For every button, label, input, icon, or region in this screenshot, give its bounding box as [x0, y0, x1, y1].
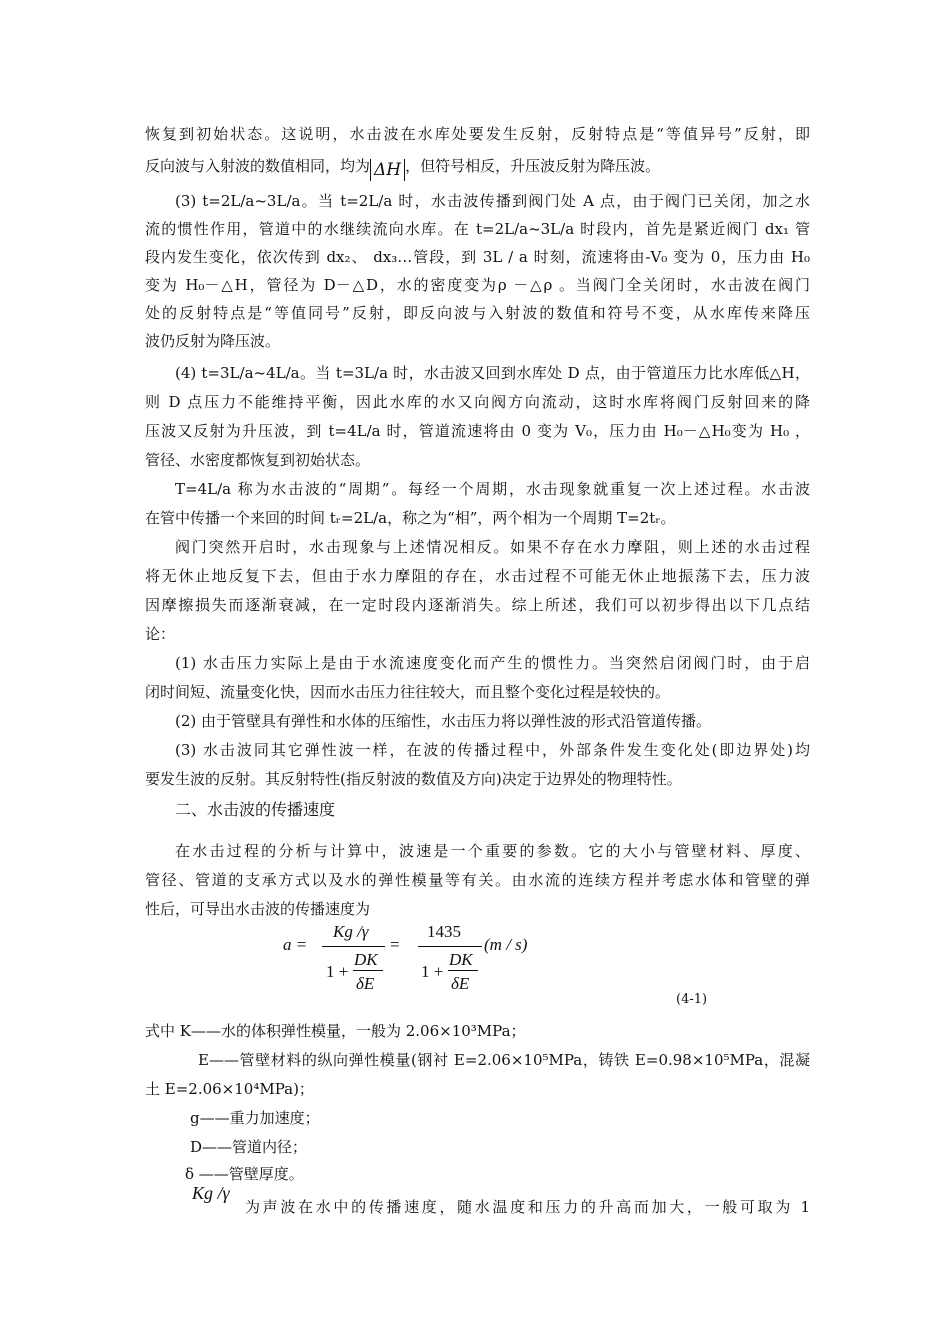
- line-text: ，但符号相反，升压波反射为降压波。: [405, 157, 661, 175]
- delta-h-math: ΔH: [370, 159, 405, 181]
- paragraph-line: 式中 K——水的体积弹性模量，一般为 2.06×10³MPa；: [145, 1022, 526, 1040]
- paragraph-line: 性后，可导出水击波的传播速度为: [145, 900, 371, 918]
- paragraph-line: 土 E=2.06×10⁴MPa)；: [145, 1080, 314, 1098]
- paragraph-line: 管径、管道的支承方式以及水的弹性模量等有关。由水流的连续方程并考虑水体和管壁的弹: [145, 871, 810, 889]
- paragraph-line: g——重力加速度；: [190, 1109, 320, 1127]
- paragraph-line: 处的反射特点是“等值同号”反射，即反向波与入射波的数值和符号不变，从水库传来降压: [145, 304, 810, 322]
- paragraph-line: 闭时间短、流量变化快，因而水击压力往往较大，而且整个变化过程是较快的。: [145, 683, 671, 701]
- paragraph-line: E——管壁材料的纵向弹性模量(钢衬 E=2.06×10⁵MPa，铸铁 E=0.98×10⁵MPa，混凝: [198, 1051, 810, 1069]
- paragraph-line: 阀门突然开启时，水击现象与上述情况相反。如果不存在水力摩阻，则上述的水击过程: [175, 538, 810, 556]
- eq-lhs: a =: [283, 935, 308, 954]
- paragraph-line: (3) 水击波同其它弹性波一样，在波的传播过程中，外部条件发生变化处(即边界处)均: [175, 741, 810, 759]
- paragraph-line: 将无休止地反复下去，但由于水力摩阻的存在，水击过程不可能无休止地振荡下去，压力波: [145, 567, 810, 585]
- equation-number: (4-1): [676, 992, 708, 1007]
- eq-fraction-bar: [418, 946, 482, 947]
- eq-den1-top: DK: [354, 950, 378, 969]
- paragraph-line: 则 D 点压力不能维持平衡，因此水库的水又向阀方向流动，这时水库将阀门反射回来的降: [145, 393, 810, 411]
- paragraph-line: (2) 由于管壁具有弹性和水体的压缩性，水击压力将以弹性波的形式沿管道传播。: [175, 712, 712, 730]
- paragraph-line: 在水击过程的分析与计算中，波速是一个重要的参数。它的大小与管壁材料、厚度、: [175, 842, 810, 860]
- eq-den2-bottom: δE: [451, 974, 470, 993]
- paragraph-line: 为声波在水中的传播速度，随水温度和压力的升高而加大，一般可取为 1: [245, 1198, 810, 1216]
- eq-den2-prefix: 1 +: [421, 962, 444, 981]
- eq-den1-prefix: 1 +: [326, 962, 349, 981]
- paragraph-line: (4) t=3L/a~4L/a。当 t=3L/a 时，水击波又回到水库处 D 点，由于管道压力比水库低△H，: [175, 364, 810, 382]
- eq-inner-fraction-bar: [448, 970, 478, 971]
- paragraph-line: [145, 156, 660, 181]
- paragraph-line: 变为 H₀－△H，管径为 D－△D，水的密度变为ρ －△ρ 。当阀门全关闭时，水击波在阀门: [145, 276, 810, 294]
- paragraph-line: (1) 水击压力实际上是由于水流速度变化而产生的惯性力。当突然启闭阀门时，由于启: [175, 654, 810, 672]
- paragraph-line: 因摩擦损失而逐渐衰减，在一定时段内逐渐消失。综上所述，我们可以初步得出以下几点结: [145, 596, 810, 614]
- eq-den1-bottom: δE: [356, 974, 375, 993]
- eq-num2: 1435: [427, 922, 461, 941]
- paragraph-line: T=4L/a 称为水击波的“周期”。每经一个周期，水击现象就重复一次上述过程。水击波: [175, 480, 810, 498]
- eq-equals: =: [390, 935, 400, 954]
- paragraph-line: (3) t=2L/a~3L/a。当 t=2L/a 时，水击波传播到阀门处 A 点，由于阀门已关闭，加之水: [175, 192, 810, 210]
- paragraph-line: 管径、水密度都恢复到初始状态。: [145, 451, 371, 469]
- paragraph-line: 论：: [145, 625, 176, 643]
- eq-inner-fraction-bar: [353, 970, 383, 971]
- paragraph-line: 要发生波的反射。其反射特性(指反射波的数值及方向)决定于边界处的物理特性。: [145, 770, 682, 788]
- paragraph-line: 段内发生变化，依次传到 dx₂、 dx₃…管段，到 3L / a 时刻，流速将由-V₀ 变为 0，压力由 H₀: [145, 248, 810, 266]
- eq-num1: Kg /γ: [333, 922, 369, 941]
- paragraph-line: 波仍反射为降压波。: [145, 332, 281, 350]
- kg-gamma-math: Kg /γ: [192, 1183, 230, 1203]
- paragraph-line: 压波又反射为升压波，到 t=4L/a 时，管道流速将由 0 变为 V₀，压力由 H₀－△H₀变为 H₀ ，: [145, 422, 810, 440]
- line-text: 反向波与入射波的数值相同，均为: [145, 157, 371, 175]
- paragraph-line: 恢复到初始状态。这说明，水击波在水库处要发生反射，反射特点是“等值异号”反射，即: [145, 125, 810, 143]
- paragraph-line: 流的惯性作用，管道中的水继续流向水库。在 t=2L/a~3L/a 时段内，首先是紧近阀门 dx₁ 管: [145, 220, 810, 238]
- paragraph-line: 在管中传播一个来回的时间 tᵣ=2L/a，称之为“相”，两个相为一个周期 T=2tᵣ。: [145, 509, 676, 527]
- eq-den2-top: DK: [449, 950, 473, 969]
- paragraph-line: δ ——管壁厚度。: [185, 1165, 304, 1183]
- eq-fraction-bar: [322, 946, 385, 947]
- paragraph-line: D——管道内径；: [190, 1138, 308, 1156]
- eq-unit: (m / s): [484, 935, 528, 954]
- section-heading: 二、水击波的传播速度: [175, 800, 336, 819]
